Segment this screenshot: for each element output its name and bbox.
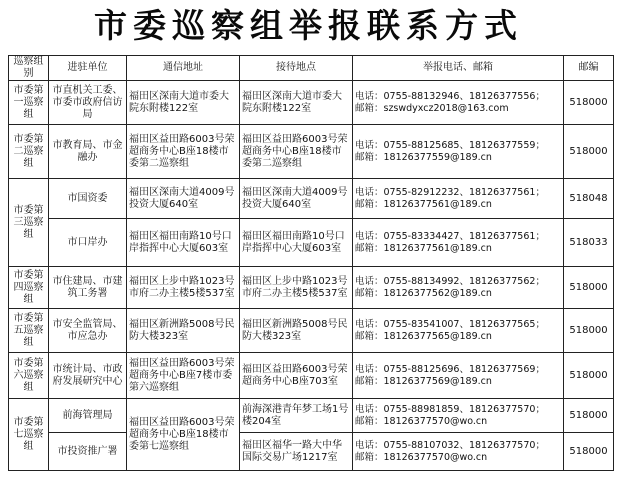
unit-cell: 市直机关工委、市委市政府信访局 xyxy=(49,81,127,125)
header-unit: 进驻单位 xyxy=(49,56,127,81)
postcode-cell: 518000 xyxy=(564,353,614,399)
phone-text: 电话：0755-88134992、18126377562； xyxy=(355,275,545,287)
group-cell: 市委第七巡察组 xyxy=(9,399,49,471)
table-row xyxy=(9,399,614,433)
address-cell: 福田区益田路6003号荣超商务中心B座18楼市委第二巡察组 xyxy=(127,125,240,179)
postcode-cell: 518000 xyxy=(564,125,614,179)
postcode-cell: 518000 xyxy=(564,81,614,125)
email-link[interactable]: 邮箱：18126377565@189.cn xyxy=(355,330,492,342)
group-cell: 市委第五巡察组 xyxy=(9,309,49,353)
reception-cell: 福田区上步中路1023号市府二办主楼5楼537室 xyxy=(240,267,353,309)
address-cell: 福田区益田路6003号荣超商务中心B座7楼市委第六巡察组 xyxy=(127,353,240,399)
table-row xyxy=(9,125,614,179)
group-cell: 市委第三巡察组 xyxy=(9,179,49,267)
header-reception: 接待地点 xyxy=(240,56,353,81)
unit-cell: 市统计局、市政府发展研究中心 xyxy=(49,353,127,399)
header-postcode: 邮编 xyxy=(564,56,614,81)
unit-cell: 市投资推广署 xyxy=(49,433,127,471)
phone-text: 电话：0755-88132946、18126377556； xyxy=(355,90,545,102)
group-cell: 市委第四巡察组 xyxy=(9,267,49,309)
contact-cell xyxy=(353,399,564,433)
address-cell: 福田区深南大道4009号投资大厦640室 xyxy=(127,179,240,219)
contact-cell xyxy=(353,353,564,399)
header-group: 巡察组别 xyxy=(9,56,49,81)
contact-cell xyxy=(353,433,564,471)
postcode-cell: 518033 xyxy=(564,219,614,267)
page-title: 市委巡察组举报联系方式 xyxy=(94,6,523,45)
email-link[interactable]: 邮箱：18126377561@189.cn xyxy=(355,242,492,254)
phone-text: 电话：0755-83541007、18126377565； xyxy=(355,318,545,330)
email-link[interactable]: 邮箱：18126377569@189.cn xyxy=(355,375,492,387)
unit-cell: 市住建局、市建筑工务署 xyxy=(49,267,127,309)
postcode-cell: 518000 xyxy=(564,399,614,433)
table-row xyxy=(9,353,614,399)
group-cell: 市委第六巡察组 xyxy=(9,353,49,399)
contact-cell xyxy=(353,125,564,179)
contact-cell xyxy=(353,309,564,353)
unit-cell: 市口岸办 xyxy=(49,219,127,267)
table-row xyxy=(9,267,614,309)
table-row xyxy=(9,179,614,219)
address-cell: 福田区新洲路5008号民防大楼323室 xyxy=(127,309,240,353)
email-link[interactable]: 邮箱：18126377570@wo.cn xyxy=(355,451,488,463)
contact-cell xyxy=(353,219,564,267)
email-link[interactable]: 邮箱：szswdyxcz2018@163.com xyxy=(355,102,509,114)
contact-cell xyxy=(353,179,564,219)
reception-cell: 福田区福田南路10号口岸指挥中心大厦603室 xyxy=(240,219,353,267)
postcode-cell: 518000 xyxy=(564,309,614,353)
phone-text: 电话：0755-88107032、18126377570； xyxy=(355,439,545,451)
contact-table xyxy=(8,55,614,471)
table-row xyxy=(9,433,614,471)
reception-cell: 福田区益田路6003号荣超商务中心B座703室 xyxy=(240,353,353,399)
reception-cell: 福田区深南大道市委大院东附楼122室 xyxy=(240,81,353,125)
group-cell: 市委第一巡察组 xyxy=(9,81,49,125)
email-link[interactable]: 邮箱：18126377559@189.cn xyxy=(355,151,492,163)
contact-cell xyxy=(353,81,564,125)
unit-cell: 市国资委 xyxy=(49,179,127,219)
header-row xyxy=(9,56,614,81)
phone-text: 电话：0755-88125696、18126377569； xyxy=(355,363,545,375)
phone-text: 电话：0755-82912232、18126377561； xyxy=(355,186,545,198)
reception-cell: 福田区新洲路5008号民防大楼323室 xyxy=(240,309,353,353)
phone-text: 电话：0755-88981859、18126377570； xyxy=(355,403,545,415)
email-link[interactable]: 邮箱：18126377561@189.cn xyxy=(355,198,492,210)
phone-text: 电话：0755-88125685、18126377559； xyxy=(355,139,545,151)
unit-cell: 前海管理局 xyxy=(49,399,127,433)
contact-cell xyxy=(353,267,564,309)
table-row xyxy=(9,219,614,267)
address-cell: 福田区上步中路1023号市府二办主楼5楼537室 xyxy=(127,267,240,309)
postcode-cell: 518000 xyxy=(564,267,614,309)
reception-cell: 福田区深南大道4009号投资大厦640室 xyxy=(240,179,353,219)
address-cell: 福田区深南大道市委大院东附楼122室 xyxy=(127,81,240,125)
postcode-cell: 518048 xyxy=(564,179,614,219)
header-contact: 举报电话、邮箱 xyxy=(353,56,564,81)
email-link[interactable]: 邮箱：18126377570@wo.cn xyxy=(355,415,488,427)
email-link[interactable]: 邮箱：18126377562@189.cn xyxy=(355,287,492,299)
reception-cell: 福田区益田路6003号荣超商务中心B座18楼市委第二巡察组 xyxy=(240,125,353,179)
postcode-cell: 518000 xyxy=(564,433,614,471)
reception-cell: 福田区福华一路大中华国际交易广场1217室 xyxy=(240,433,353,471)
unit-cell: 市安全监管局、市应急办 xyxy=(49,309,127,353)
address-cell: 福田区福田南路10号口岸指挥中心大厦603室 xyxy=(127,219,240,267)
address-cell: 福田区益田路6003号荣超商务中心B座18楼市委第七巡察组 xyxy=(127,399,240,471)
table-row xyxy=(9,81,614,125)
reception-cell: 前海深港青年梦工场1号楼204室 xyxy=(240,399,353,433)
table-row xyxy=(9,309,614,353)
unit-cell: 市教育局、市金融办 xyxy=(49,125,127,179)
phone-text: 电话：0755-83334427、18126377561； xyxy=(355,230,545,242)
group-cell: 市委第二巡察组 xyxy=(9,125,49,179)
header-address: 通信地址 xyxy=(127,56,240,81)
